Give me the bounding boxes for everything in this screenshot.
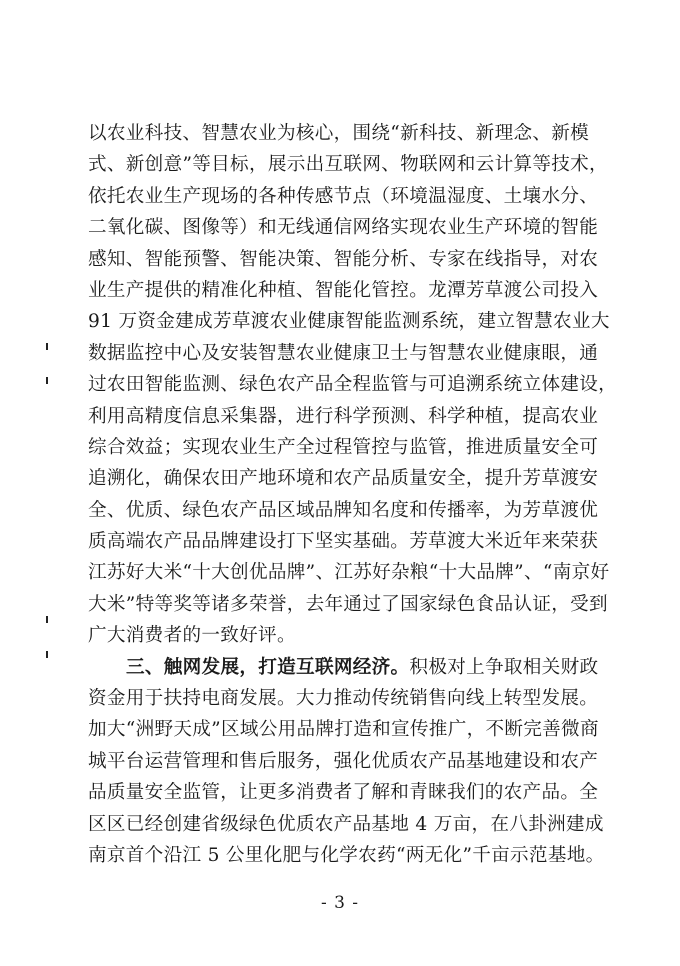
text-line: 质高端农产品品牌建设打下坚实基础。芳草渡大米近年来荣获	[88, 531, 599, 553]
scan-artifact-mark	[46, 616, 48, 623]
text-line: 以农业科技、智慧农业为核心，围绕“新科技、新理念、新模	[88, 123, 590, 144]
paragraph-section-3	[88, 652, 608, 872]
text-line: 区区已经创建省级绿色优质农产品基地 4 万亩，在八卦洲建成	[88, 813, 604, 835]
text-line: 加大“洲野天成”区域公用品牌打造和宣传推广，不断完善微商	[88, 719, 599, 741]
text-line: 过农田智能监测、绿色农产品全程监管与可追溯系统立体建设，	[88, 374, 618, 396]
scan-artifact-mark	[46, 377, 48, 384]
text-line: 数据监控中心及安装智慧农业健康卫士与智慧农业健康眼，通	[88, 342, 599, 364]
text-line: 南京首个沿江 5 公里化肥与化学农药“两无化”千亩示范基地。	[88, 844, 605, 866]
paragraph-1	[88, 118, 618, 652]
text-line: 城平台运营管理和售后服务，强化优质农产品基地建设和农产	[88, 750, 599, 772]
text-line: 业生产提供的精准化种植、智能化管控。龙潭芳草渡公司投入	[88, 279, 599, 301]
text-line: 大米”特等奖等诸多荣誉，去年通过了国家绿色食品认证，受到	[88, 593, 608, 615]
text-line: 利用高精度信息采集器，进行科学预测、科学种植，提高农业	[88, 405, 599, 427]
text-line: 广大消费者的一致好评。	[88, 625, 296, 647]
text-line: 式、新创意”等目标，展示出互联网、物联网和云计算等技术，	[88, 154, 608, 176]
text-line: 品质量安全监管，让更多消费者了解和青睐我们的农产品。全	[88, 782, 599, 804]
text-line: 资金用于扶持电商发展。大力推动传统销售向线上转型发展。	[88, 688, 599, 710]
text-run: 积极对上争取相关财政	[409, 656, 599, 678]
text-line: 全、优质、绿色农产品区域品牌知名度和传播率，为芳草渡优	[88, 499, 599, 521]
body-text	[88, 118, 618, 871]
text-line: 依托农业生产现场的各种传感节点（环境温湿度、土壤水分、	[88, 185, 599, 207]
page-number: - 3 -	[320, 893, 360, 913]
scan-artifact-mark	[46, 651, 48, 658]
text-line-first	[88, 652, 608, 683]
text-line: 91 万资金建成芳草渡农业健康智能监测系统，建立智慧农业大	[88, 311, 610, 333]
section-heading: 三、触网发展，打造互联网经济。	[126, 656, 410, 678]
scan-artifact-mark	[46, 343, 48, 350]
text-line: 江苏好大米“十大创优品牌”、江苏好杂粮“十大品牌”、“南京好	[88, 562, 610, 584]
text-line: 二氧化碳、图像等）和无线通信网络实现农业生产环境的智能	[88, 217, 599, 239]
text-line: 综合效益；实现农业生产全过程管控与监管，推进质量安全可	[88, 436, 599, 458]
text-line: 感知、智能预警、智能决策、智能分析、专家在线指导，对农	[88, 248, 599, 270]
text-line: 追溯化，确保农田产地环境和农产品质量安全，提升芳草渡安	[88, 468, 599, 490]
